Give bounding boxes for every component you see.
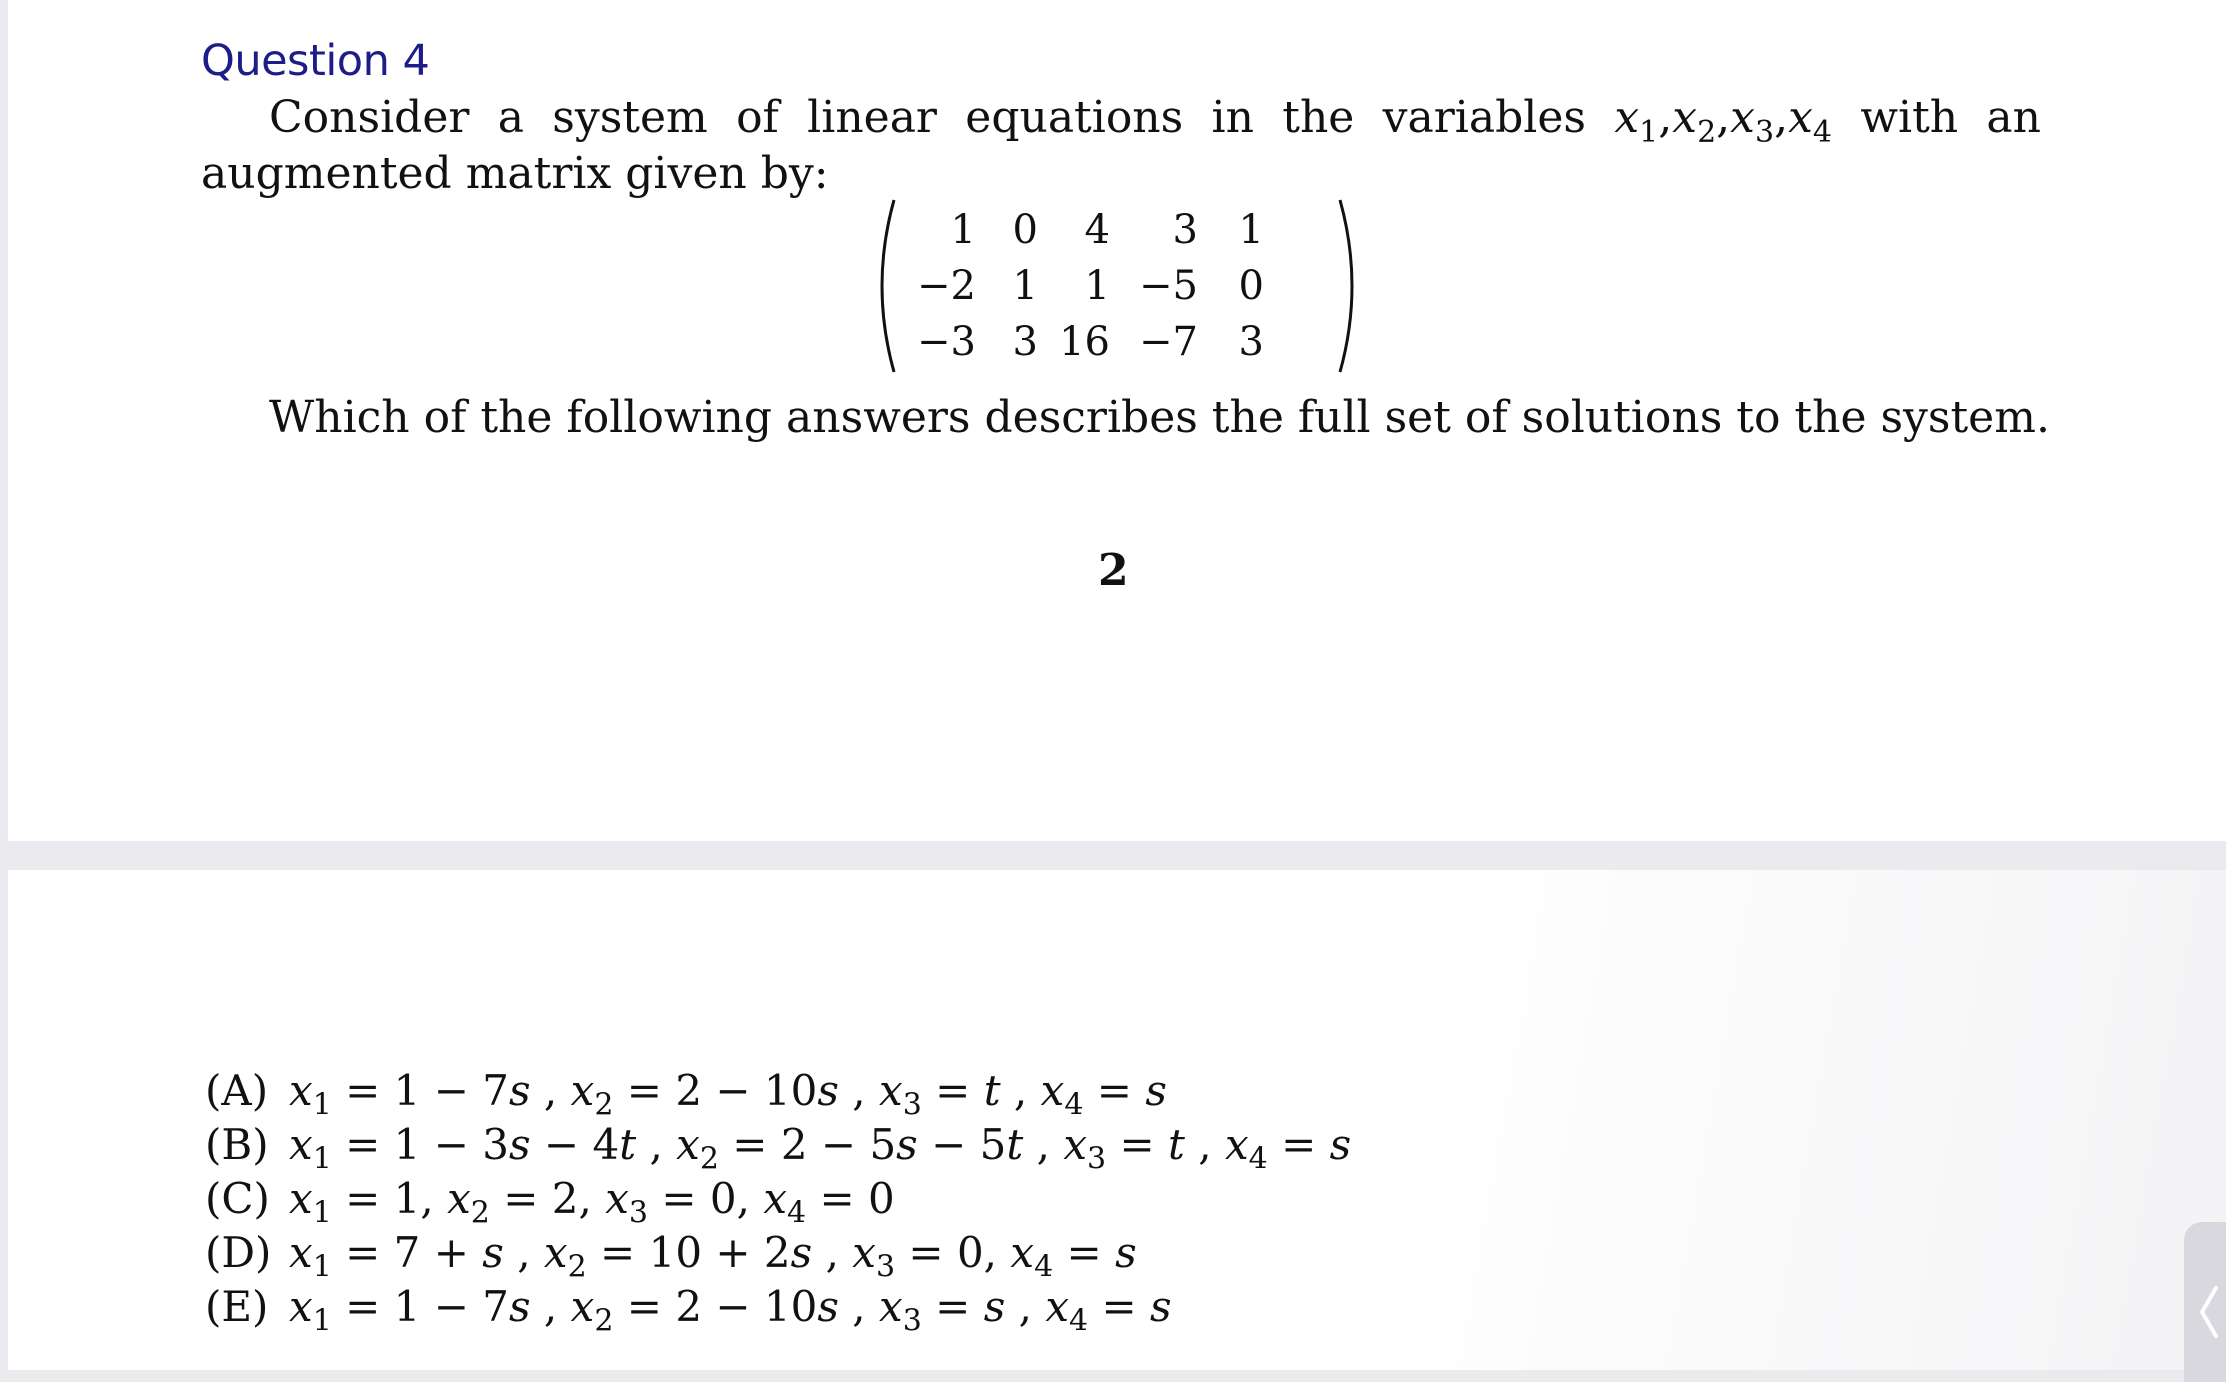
- math-text: = 1 − 7: [331, 1066, 510, 1115]
- matrix-cell: 3: [1172, 207, 1198, 253]
- math-variable: x: [1045, 1282, 1069, 1331]
- math-subscript: 4: [1069, 1303, 1089, 1339]
- math-variable: s: [509, 1066, 531, 1115]
- math-subscript: 3: [902, 1303, 922, 1339]
- math-text: = 7 +: [331, 1228, 483, 1277]
- math-subscript: 4: [787, 1195, 807, 1231]
- document-page-2: [8, 870, 2226, 1370]
- variable-separator: ,: [1716, 92, 1731, 143]
- math-variable: s: [509, 1120, 531, 1169]
- variable-subscript: 1: [1639, 114, 1659, 150]
- math-variable: x: [676, 1120, 700, 1169]
- answer-option: [205, 1280, 1351, 1339]
- augmented-matrix: [868, 198, 1368, 374]
- math-text: ,: [1000, 1066, 1041, 1115]
- matrix-cell: 1: [950, 207, 976, 253]
- variable-subscript: 4: [1812, 114, 1832, 150]
- math-text: = 0: [806, 1174, 895, 1223]
- matrix-cell: 0: [1012, 207, 1038, 253]
- math-variable: x: [570, 1282, 595, 1331]
- math-text: =: [1083, 1066, 1146, 1115]
- math-variable: x: [447, 1174, 471, 1223]
- matrix-body: [898, 198, 1336, 374]
- math-subscript: 3: [902, 1087, 922, 1123]
- math-text: = 1 − 3: [331, 1120, 510, 1169]
- matrix-cell: −5: [1139, 263, 1198, 309]
- math-subscript: 1: [312, 1195, 332, 1231]
- math-variable: s: [482, 1228, 504, 1277]
- math-variable: t: [1168, 1120, 1185, 1169]
- math-text: = 2 − 5: [718, 1120, 897, 1169]
- math-text: − 4: [530, 1120, 620, 1169]
- math-variable: t: [1006, 1120, 1024, 1169]
- math-text: ,: [812, 1228, 853, 1277]
- math-variable: x: [763, 1174, 788, 1223]
- math-subscript: 4: [1034, 1249, 1054, 1285]
- variable-separator: ,: [1774, 92, 1789, 143]
- math-variable: x: [289, 1282, 313, 1331]
- intro-lead-text: Consider a system of linear equations in the variables: [269, 92, 1586, 143]
- intro-variable: [1672, 92, 1731, 150]
- matrix-cell: 3: [1012, 319, 1038, 365]
- variable-symbol: x: [1788, 92, 1813, 143]
- math-variable: t: [983, 1066, 1001, 1115]
- variable-symbol: x: [1672, 92, 1698, 143]
- variable-separator: ,: [1658, 92, 1673, 143]
- math-variable: s: [896, 1120, 918, 1169]
- variable-subscript: 2: [1697, 114, 1717, 150]
- answer-option: [205, 1226, 1351, 1285]
- matrix-cell: −3: [917, 319, 976, 365]
- math-variable: x: [289, 1066, 313, 1115]
- math-text: =: [921, 1066, 984, 1115]
- math-text: ,: [1023, 1120, 1064, 1169]
- math-variable: x: [570, 1066, 595, 1115]
- option-label: (C): [205, 1174, 270, 1223]
- math-text: ,: [636, 1120, 677, 1169]
- question-title: Question 4: [201, 36, 430, 86]
- math-variable: s: [1150, 1282, 1172, 1331]
- math-text: =: [1267, 1120, 1330, 1169]
- answer-options: [205, 1064, 1352, 1339]
- math-subscript: 1: [312, 1141, 332, 1177]
- math-text: ,: [530, 1066, 571, 1115]
- variable-subscript: 3: [1754, 114, 1775, 150]
- math-variable: s: [1145, 1066, 1167, 1115]
- intro-variable: [1788, 92, 1832, 150]
- math-text: = 10 + 2: [586, 1228, 791, 1277]
- math-subscript: 2: [470, 1195, 490, 1231]
- math-subscript: 3: [875, 1249, 896, 1285]
- matrix-cell: −2: [917, 263, 976, 309]
- math-subscript: 1: [312, 1303, 332, 1339]
- math-text: = 1 − 7: [331, 1282, 510, 1331]
- math-text: = 0,: [895, 1228, 1011, 1277]
- math-variable: s: [790, 1228, 813, 1277]
- math-subscript: 1: [312, 1087, 332, 1123]
- math-variable: s: [1329, 1120, 1352, 1169]
- math-subscript: 2: [567, 1249, 587, 1285]
- math-subscript: 2: [594, 1087, 614, 1123]
- math-text: = 0,: [648, 1174, 764, 1223]
- math-variable: x: [879, 1066, 903, 1115]
- matrix-cell: −7: [1139, 319, 1198, 365]
- math-subscript: 4: [1064, 1087, 1084, 1123]
- math-text: = 2 − 10: [613, 1282, 818, 1331]
- math-variable: x: [1224, 1120, 1249, 1169]
- side-panel-tab[interactable]: [2184, 1222, 2226, 1382]
- intro-variable: [1730, 92, 1789, 150]
- math-variable: s: [1115, 1228, 1137, 1277]
- math-subscript: 4: [1248, 1141, 1268, 1177]
- math-subscript: 3: [1087, 1141, 1107, 1177]
- intro-variables: [1614, 92, 1832, 150]
- answer-option: [205, 1172, 1351, 1231]
- math-subscript: 3: [628, 1195, 648, 1231]
- math-variable: s: [817, 1066, 839, 1115]
- math-text: ,: [1005, 1282, 1046, 1331]
- math-variable: x: [1063, 1120, 1087, 1169]
- math-variable: s: [817, 1282, 839, 1331]
- math-variable: x: [879, 1282, 903, 1331]
- math-variable: t: [619, 1120, 637, 1169]
- math-variable: x: [1040, 1066, 1065, 1115]
- math-text: − 5: [917, 1120, 1007, 1169]
- math-variable: x: [1010, 1228, 1035, 1277]
- matrix-cell: 3: [1238, 319, 1264, 365]
- intro-tail-text: with an augmented matrix given by:: [201, 92, 2041, 199]
- math-variable: x: [289, 1228, 313, 1277]
- math-variable: x: [852, 1228, 876, 1277]
- math-subscript: 2: [594, 1303, 614, 1339]
- option-label: (B): [205, 1120, 269, 1169]
- question-prompt: Which of the following answers describes the full set of solutions to the system.: [269, 392, 2050, 443]
- math-text: =: [1053, 1228, 1116, 1277]
- math-variable: x: [289, 1174, 313, 1223]
- math-variable: x: [289, 1120, 313, 1169]
- matrix-cell: 4: [1084, 207, 1110, 253]
- matrix-cell: 16: [1059, 319, 1110, 365]
- matrix-cell: 1: [1012, 263, 1038, 309]
- answer-option: [205, 1118, 1352, 1177]
- question-intro: [201, 90, 2041, 202]
- option-label: (D): [205, 1228, 272, 1277]
- document-page-1: [8, 0, 2226, 841]
- math-variable: x: [605, 1174, 629, 1223]
- math-text: ,: [838, 1066, 879, 1115]
- chevron-left-icon: [2196, 1284, 2222, 1340]
- math-text: =: [921, 1282, 984, 1331]
- math-text: = 2,: [489, 1174, 606, 1223]
- matrix-right-paren: [1336, 198, 1366, 374]
- intro-variable: [1614, 92, 1673, 150]
- math-subscript: 1: [312, 1249, 332, 1285]
- math-subscript: 2: [699, 1141, 719, 1177]
- option-label: (A): [205, 1066, 269, 1115]
- math-variable: s: [983, 1282, 1006, 1331]
- math-text: = 1,: [331, 1174, 448, 1223]
- math-text: ,: [503, 1228, 544, 1277]
- matrix-cell: 1: [1238, 207, 1264, 253]
- math-variable: s: [509, 1282, 531, 1331]
- page-number: 2: [1098, 545, 1129, 596]
- math-text: ,: [1184, 1120, 1225, 1169]
- matrix-cell: 0: [1238, 263, 1264, 309]
- math-text: = 2 − 10: [613, 1066, 818, 1115]
- matrix-left-paren: [868, 198, 898, 374]
- matrix-cell: 1: [1084, 263, 1110, 309]
- option-label: (E): [205, 1282, 269, 1331]
- variable-symbol: x: [1614, 92, 1640, 143]
- variable-symbol: x: [1730, 92, 1755, 143]
- math-text: ,: [838, 1282, 879, 1331]
- math-variable: x: [543, 1228, 568, 1277]
- math-text: =: [1088, 1282, 1150, 1331]
- answer-option: [205, 1064, 1351, 1123]
- math-text: =: [1106, 1120, 1168, 1169]
- math-text: ,: [530, 1282, 571, 1331]
